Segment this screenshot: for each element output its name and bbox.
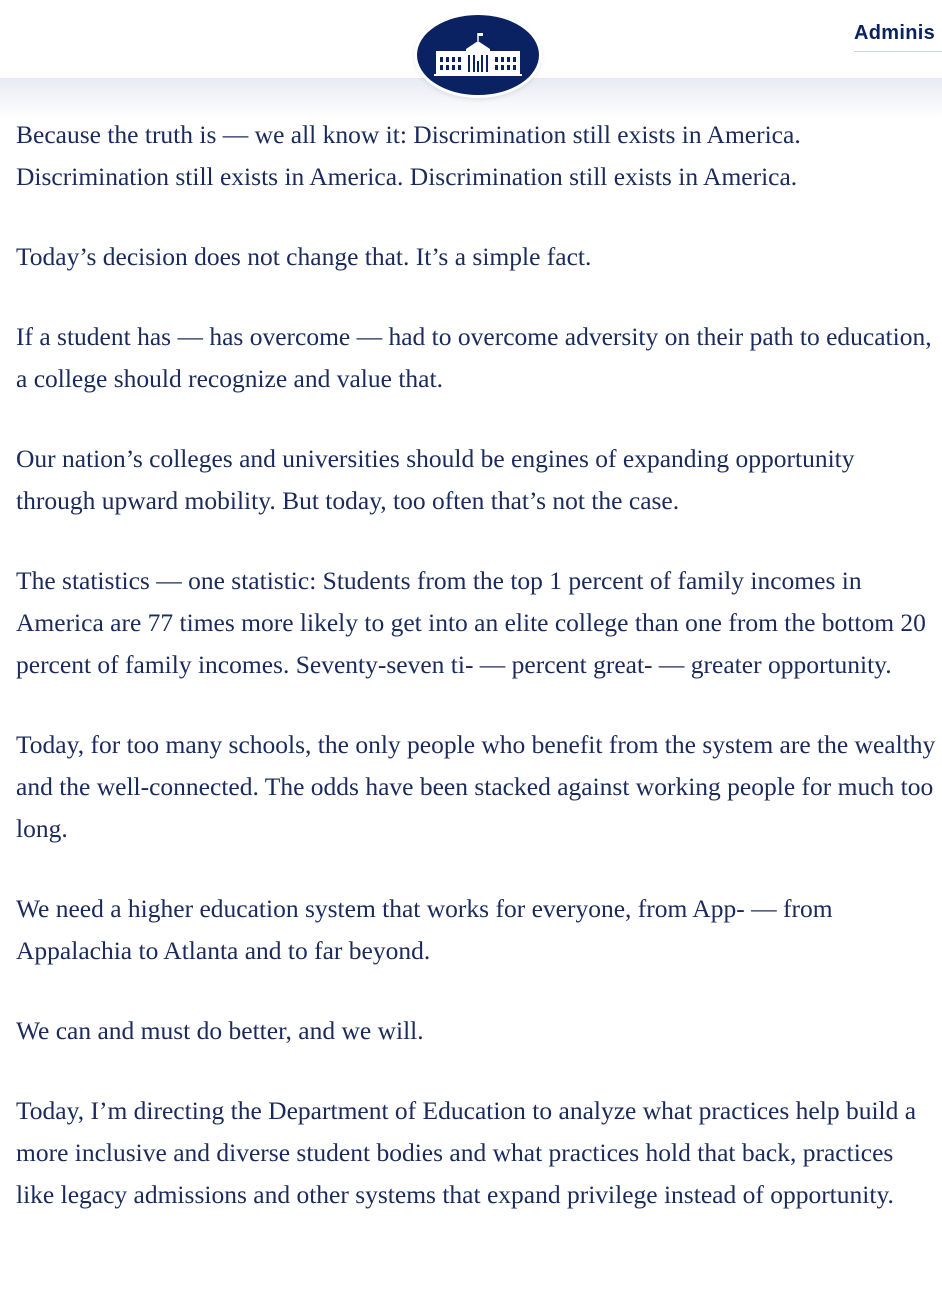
nav-link-administration[interactable]: Adminis bbox=[854, 22, 935, 44]
white-house-icon bbox=[430, 31, 526, 79]
logo-badge bbox=[417, 15, 539, 95]
paragraph: Our nation’s colleges and universities should be engines of expanding opportunity through upward mobility. But today, too often that’s not the case. bbox=[16, 444, 855, 515]
paragraph: Today, I’m directing the Department of Education to analyze what practices help build a more inclusive and diverse student bodies and what practices hold that back, practices like legacy admissions and other systems that expand privilege instead of opportunity. bbox=[16, 1096, 917, 1209]
paragraph: If a student has — has overcome — had to overcome adversity on their path to education, a college should recognize and value that. bbox=[16, 322, 932, 393]
article-body bbox=[16, 114, 936, 1254]
paragraph: The statistics — one statistic: Students from the top 1 percent of family incomes in America are 77 times more likely to get into an elite college than one from the bottom 20 percent of family incomes. Seventy-seven ti- — percent great- — greater opportunity. bbox=[16, 566, 926, 679]
paragraph: We need a higher education system that works for everyone, from App- — from Appalachia to Atlanta and to far beyond. bbox=[16, 894, 833, 965]
white-house-logo[interactable] bbox=[414, 12, 542, 98]
paragraph: Today’s decision does not change that. It’s a simple fact. bbox=[16, 242, 592, 271]
paragraph: Because the truth is — we all know it: Discrimination still exists in America. Discrimination still exists in America. Discrimination still exists in America. bbox=[16, 120, 801, 191]
nav-underline bbox=[854, 51, 942, 52]
paragraph: Today, for too many schools, the only people who benefit from the system are the wealthy and the well-connected. The odds have been stacked against working people for much too long. bbox=[16, 730, 936, 843]
paragraph: We can and must do better, and we will. bbox=[16, 1016, 424, 1045]
